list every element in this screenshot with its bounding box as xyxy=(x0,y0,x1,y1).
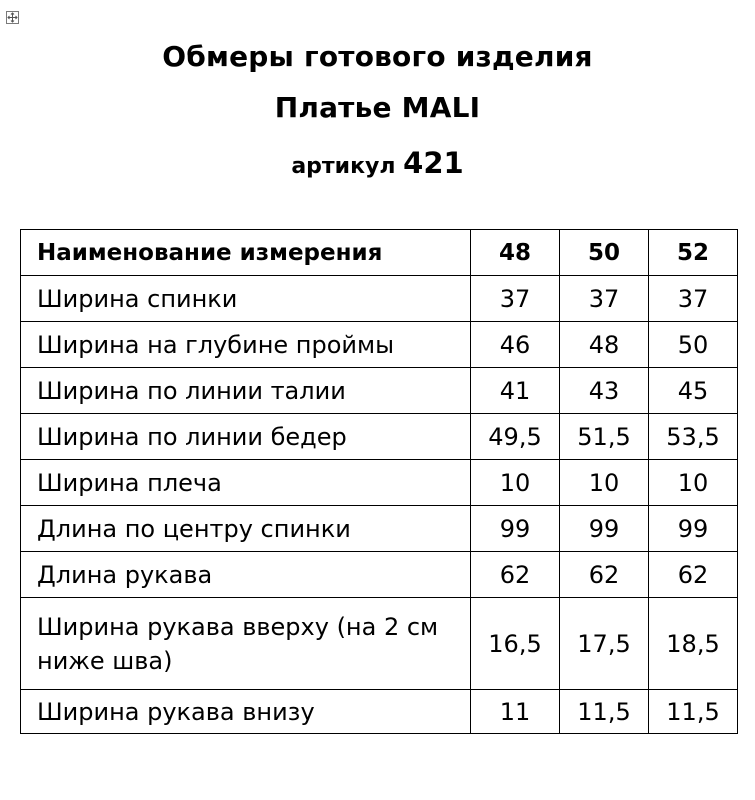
table-row xyxy=(21,368,738,414)
table-row xyxy=(21,690,738,734)
table-row xyxy=(21,460,738,506)
value-size-52: 50 xyxy=(649,322,738,368)
measurement-name: Длина рукава xyxy=(21,552,471,598)
header-size-48: 48 xyxy=(471,230,560,276)
value-size-48: 99 xyxy=(471,506,560,552)
value-size-50: 99 xyxy=(560,506,649,552)
measurements-table xyxy=(20,229,738,734)
value-size-50: 37 xyxy=(560,276,649,322)
move-arrows-icon xyxy=(7,12,18,23)
value-size-50: 17,5 xyxy=(560,598,649,690)
article-label: артикул xyxy=(291,154,396,179)
value-size-48: 49,5 xyxy=(471,414,560,460)
value-size-50: 48 xyxy=(560,322,649,368)
table-header-row xyxy=(21,230,738,276)
table-row xyxy=(21,598,738,690)
value-size-50: 11,5 xyxy=(560,690,649,734)
value-size-52: 99 xyxy=(649,506,738,552)
article-number: 421 xyxy=(403,146,464,180)
value-size-48: 16,5 xyxy=(471,598,560,690)
value-size-48: 46 xyxy=(471,322,560,368)
value-size-48: 10 xyxy=(471,460,560,506)
value-size-52: 53,5 xyxy=(649,414,738,460)
value-size-50: 62 xyxy=(560,552,649,598)
value-size-52: 11,5 xyxy=(649,690,738,734)
product-name: Платье MALI xyxy=(274,91,481,124)
measurement-name: Ширина по линии талии xyxy=(21,368,471,414)
table-move-handle-icon[interactable] xyxy=(6,11,19,24)
table-row xyxy=(21,322,738,368)
measurement-name: Ширина на глубине проймы xyxy=(21,322,471,368)
value-size-52: 10 xyxy=(649,460,738,506)
table-row xyxy=(21,414,738,460)
header-measurement-name: Наименование измерения xyxy=(21,230,471,276)
measurement-name: Ширина рукава вверху (на 2 см ниже шва) xyxy=(21,598,471,690)
measurement-name: Ширина рукава внизу xyxy=(21,690,471,734)
header-size-52: 52 xyxy=(649,230,738,276)
table-row xyxy=(21,552,738,598)
value-size-48: 11 xyxy=(471,690,560,734)
article-line xyxy=(0,145,755,185)
table-row xyxy=(21,506,738,552)
measurement-name: Ширина плеча xyxy=(21,460,471,506)
table-row xyxy=(21,276,738,322)
measurement-name: Ширина спинки xyxy=(21,276,471,322)
header-size-50: 50 xyxy=(560,230,649,276)
value-size-52: 37 xyxy=(649,276,738,322)
document-title: Обмеры готового изделия xyxy=(162,40,593,73)
measurement-name: Ширина по линии бедер xyxy=(21,414,471,460)
value-size-52: 45 xyxy=(649,368,738,414)
value-size-50: 51,5 xyxy=(560,414,649,460)
value-size-48: 62 xyxy=(471,552,560,598)
value-size-50: 10 xyxy=(560,460,649,506)
value-size-52: 62 xyxy=(649,552,738,598)
value-size-50: 43 xyxy=(560,368,649,414)
value-size-52: 18,5 xyxy=(649,598,738,690)
value-size-48: 37 xyxy=(471,276,560,322)
value-size-48: 41 xyxy=(471,368,560,414)
measurement-name: Длина по центру спинки xyxy=(21,506,471,552)
